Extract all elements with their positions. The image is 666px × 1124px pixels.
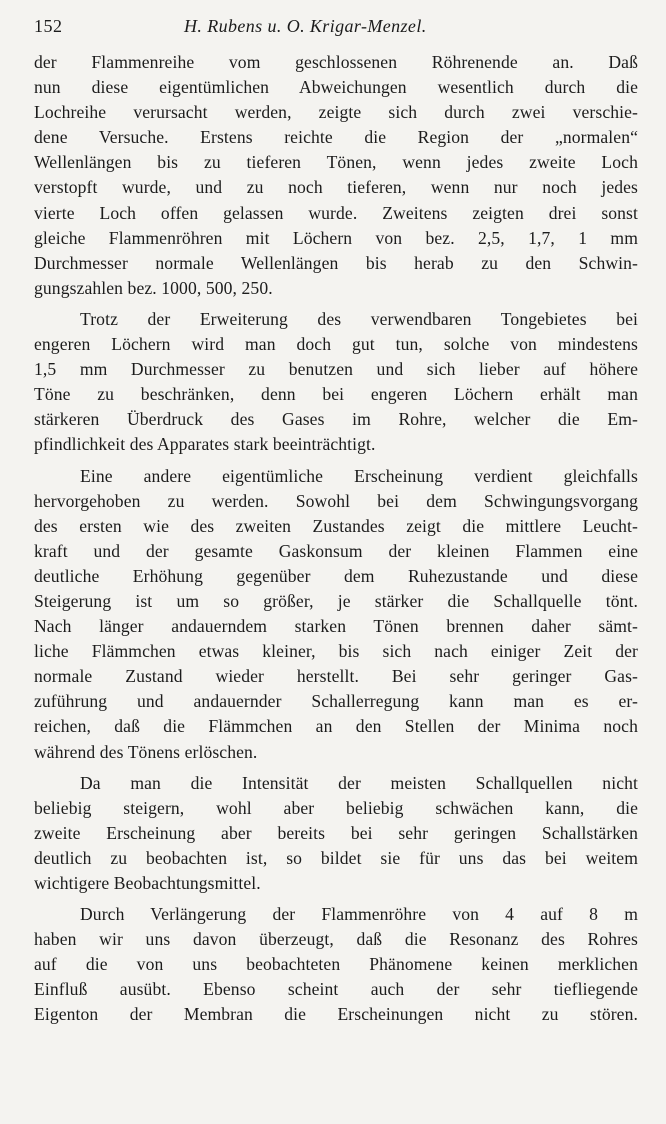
text-line: pfindlichkeit des Apparates stark beeinträchtigt. (34, 434, 376, 455)
running-head: H. Rubens u. O. Krigar-Menzel. (184, 16, 427, 36)
text-line: während des Tönens erlöschen. (34, 741, 258, 762)
text-line: haben wir uns davon überzeugt, daß die Resonanz des Rohres (34, 929, 638, 950)
text-line: vierte Loch offen gelassen wurde. Zweitens zeigten drei sonst (34, 202, 638, 223)
text-line: gleiche Flammenröhren mit Löchern von bez. 2,5, 1,7, 1 mm (34, 227, 638, 248)
page-header (34, 16, 638, 46)
text-line: Wellenlängen bis zu tieferen Tönen, wenn jedes zweite Loch (34, 152, 638, 173)
text-line: Trotz der Erweiterung des verwendbaren Tongebietes bei (80, 308, 638, 329)
text-line: Durchmesser normale Wellenlängen bis herab zu den Schwin- (34, 252, 638, 273)
text-line: beliebig steigern, wohl aber beliebig schwächen kann, die (34, 797, 638, 818)
text-line: stärkeren Überdruck des Gases im Rohre, welcher die Em- (34, 409, 638, 430)
text-line: deutliche Erhöhung gegenüber dem Ruhezustande und diese (34, 565, 638, 586)
text-line: des ersten wie des zweiten Zustandes zeigt die mittlere Leucht- (34, 515, 638, 536)
text-line: liche Flämmchen etwas kleiner, bis sich nach einiger Zeit der (34, 641, 638, 662)
text-line: auf die von uns beobachteten Phänomene keinen merklichen (34, 954, 638, 975)
text-line: Eigenton der Membran die Erscheinungen nicht zu stören. (34, 1004, 638, 1025)
text-line: hervorgehoben zu werden. Sowohl bei dem Schwingungsvorgang (34, 490, 638, 511)
text-line: gungszahlen bez. 1000, 500, 250. (34, 277, 273, 298)
text-line: Eine andere eigentümliche Erscheinung verdient gleichfalls (80, 465, 638, 486)
paragraph-1 (34, 50, 638, 301)
paragraph-4 (34, 771, 638, 896)
text-line: engeren Löchern wird man doch gut tun, solche von mindestens (34, 334, 638, 355)
text-line: normale Zustand wieder herstellt. Bei sehr geringer Gas- (34, 666, 638, 687)
text-line: der Flammenreihe vom geschlossenen Röhrenende an. Daß (34, 52, 638, 72)
text-line: Töne zu beschränken, denn bei engeren Löchern erhält man (34, 384, 638, 405)
body-text (34, 50, 638, 1028)
text-line: nun diese eigentümlichen Abweichungen wesentlich durch die (34, 77, 638, 98)
text-line: kraft und der gesamte Gaskonsum der kleinen Flammen eine (34, 540, 638, 561)
text-line: dene Versuche. Erstens reichte die Region der „normalen“ (34, 127, 638, 148)
paragraph-2 (34, 307, 638, 458)
text-line: Durch Verlängerung der Flammenröhre von 4 auf 8 m (80, 904, 638, 925)
paragraph-5 (34, 902, 638, 1027)
text-line: Einfluß ausübt. Ebenso scheint auch der sehr tiefliegende (34, 979, 638, 1000)
text-line: Lochreihe verursacht werden, zeigte sich durch zwei verschie- (34, 102, 638, 123)
text-line: Nach länger andauerndem starken Tönen brennen daher sämt- (34, 616, 638, 637)
page-number: 152 (34, 16, 63, 36)
paragraph-3 (34, 464, 638, 765)
text-line: zuführung und andauernder Schallerregung kann man es er- (34, 691, 638, 712)
text-line: zweite Erscheinung aber bereits bei sehr geringen Schallstärken (34, 822, 638, 843)
text-line: Da man die Intensität der meisten Schallquellen nicht (80, 772, 638, 793)
text-line: wichtigere Beobachtungsmittel. (34, 873, 261, 893)
text-line: 1,5 mm Durchmesser zu benutzen und sich lieber auf höhere (34, 359, 638, 380)
text-line: reichen, daß die Flämmchen an den Stellen der Minima noch (34, 716, 638, 737)
text-line: Steigerung ist um so größer, je stärker die Schallquelle tönt. (34, 590, 638, 611)
text-line: verstopft wurde, und zu noch tieferen, wenn nur noch jedes (34, 177, 638, 198)
text-line: deutlich zu beobachten ist, so bildet sie für uns das bei weitem (34, 847, 638, 868)
